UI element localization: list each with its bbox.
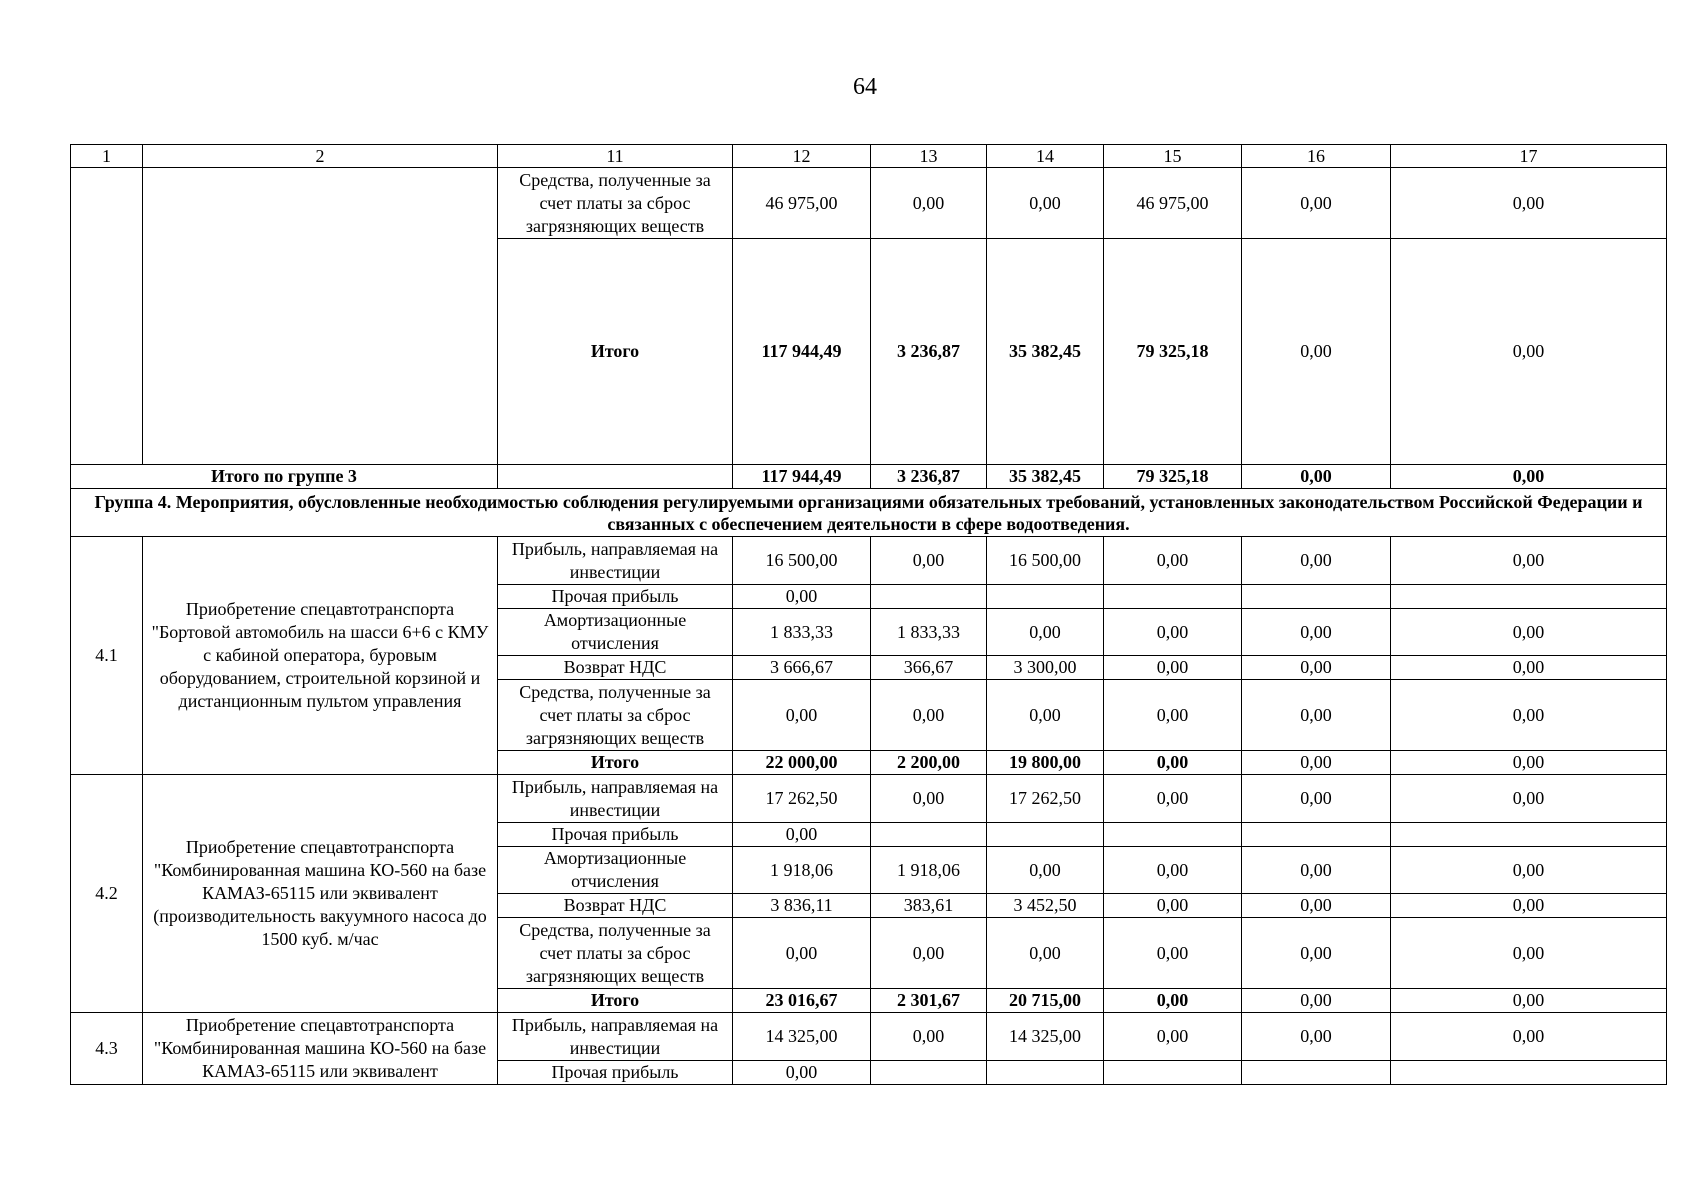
item-number-cell	[71, 168, 143, 465]
value-cell: 0,00	[1242, 609, 1391, 656]
column-number: 2	[143, 145, 498, 168]
value-cell: 0,00	[1242, 894, 1391, 918]
value-cell: 0,00	[1242, 465, 1391, 489]
value-cell	[1391, 823, 1667, 847]
value-cell: 0,00	[1104, 894, 1242, 918]
value-cell: 3 300,00	[987, 656, 1104, 680]
value-cell: 0,00	[1242, 918, 1391, 989]
value-cell: 0,00	[1104, 918, 1242, 989]
value-cell: 79 325,18	[1104, 465, 1242, 489]
value-cell: 0,00	[1391, 918, 1667, 989]
value-cell: 1 918,06	[871, 847, 987, 894]
item-number: 4.3	[71, 1013, 143, 1085]
value-cell: 0,00	[1104, 656, 1242, 680]
value-cell: 46 975,00	[1104, 168, 1242, 239]
funding-source: Амортизационные отчисления	[498, 847, 733, 894]
value-cell: 0,00	[987, 168, 1104, 239]
column-number: 15	[1104, 145, 1242, 168]
table-row	[71, 1013, 1667, 1061]
value-cell	[987, 585, 1104, 609]
value-cell: 0,00	[987, 847, 1104, 894]
value-cell: 0,00	[1391, 847, 1667, 894]
value-cell: 23 016,67	[733, 989, 871, 1013]
funding-source: Прочая прибыль	[498, 585, 733, 609]
value-cell: 0,00	[1242, 239, 1391, 465]
column-number: 16	[1242, 145, 1391, 168]
value-cell: 0,00	[1391, 656, 1667, 680]
funding-source: Средства, полученные за счет платы за сброс загрязняющих веществ	[498, 918, 733, 989]
funding-source: Прибыль, направляемая на инвестиции	[498, 537, 733, 585]
value-cell: 0,00	[1242, 751, 1391, 775]
value-cell	[987, 1061, 1104, 1085]
value-cell: 0,00	[1104, 847, 1242, 894]
value-cell	[1391, 585, 1667, 609]
value-cell: 0,00	[871, 537, 987, 585]
column-number: 1	[71, 145, 143, 168]
value-cell: 0,00	[871, 775, 987, 823]
column-number: 12	[733, 145, 871, 168]
funding-source: Прибыль, направляемая на инвестиции	[498, 1013, 733, 1061]
value-cell	[987, 823, 1104, 847]
value-cell: 17 262,50	[733, 775, 871, 823]
value-cell: 0,00	[1104, 775, 1242, 823]
value-cell: 3 666,67	[733, 656, 871, 680]
funding-source: Средства, полученные за счет платы за сброс загрязняющих веществ	[498, 168, 733, 239]
value-cell: 0,00	[1391, 894, 1667, 918]
value-cell: 46 975,00	[733, 168, 871, 239]
item-number: 4.1	[71, 537, 143, 775]
value-cell: 366,67	[871, 656, 987, 680]
value-cell: 1 918,06	[733, 847, 871, 894]
value-cell: 0,00	[1104, 537, 1242, 585]
value-cell: 0,00	[987, 680, 1104, 751]
group-total-row	[71, 465, 1667, 489]
value-cell: 0,00	[1242, 680, 1391, 751]
column-number: 13	[871, 145, 987, 168]
value-cell: 20 715,00	[987, 989, 1104, 1013]
value-cell: 0,00	[1391, 168, 1667, 239]
value-cell: 3 836,11	[733, 894, 871, 918]
investment-table	[70, 144, 1667, 1085]
value-cell	[1104, 1061, 1242, 1085]
value-cell: 0,00	[733, 823, 871, 847]
value-cell: 0,00	[1242, 537, 1391, 585]
value-cell: 2 200,00	[871, 751, 987, 775]
column-number: 17	[1391, 145, 1667, 168]
funding-source: Прочая прибыль	[498, 823, 733, 847]
value-cell: 0,00	[733, 1061, 871, 1085]
value-cell: 0,00	[871, 918, 987, 989]
value-cell: 0,00	[1391, 609, 1667, 656]
value-cell: 16 500,00	[987, 537, 1104, 585]
value-cell: 35 382,45	[987, 465, 1104, 489]
table-row	[71, 168, 1667, 239]
value-cell: 117 944,49	[733, 239, 871, 465]
table-row	[71, 775, 1667, 823]
value-cell: 0,00	[1104, 680, 1242, 751]
value-cell: 0,00	[1391, 680, 1667, 751]
value-cell: 1 833,33	[733, 609, 871, 656]
funding-source: Возврат НДС	[498, 656, 733, 680]
group-total-label: Итого по группе 3	[71, 465, 498, 489]
item-number: 4.2	[71, 775, 143, 1013]
value-cell: 0,00	[1242, 168, 1391, 239]
value-cell: 35 382,45	[987, 239, 1104, 465]
item-name: Приобретение спецавтотранспорта "Бортовой автомобиль на шасси 6+6 с КМУ с кабиной оператора, буровым оборудованием, строительной корзиной и дистанционным пультом управления	[143, 537, 498, 775]
value-cell: 0,00	[1391, 775, 1667, 823]
column-number: 11	[498, 145, 733, 168]
value-cell: 0,00	[1391, 751, 1667, 775]
item-name: Приобретение спецавтотранспорта "Комбинированная машина КО-560 на базе КАМАЗ-65115 или эквивалент (производительность вакуумного насоса до 1500 куб. м/час	[143, 775, 498, 1013]
value-cell	[871, 823, 987, 847]
value-cell: 0,00	[1242, 656, 1391, 680]
value-cell: 0,00	[733, 585, 871, 609]
funding-source: Возврат НДС	[498, 894, 733, 918]
empty-cell	[498, 465, 733, 489]
value-cell	[871, 1061, 987, 1085]
value-cell	[871, 585, 987, 609]
funding-source: Прочая прибыль	[498, 1061, 733, 1085]
value-cell	[1242, 585, 1391, 609]
value-cell: 0,00	[733, 918, 871, 989]
value-cell: 0,00	[871, 680, 987, 751]
value-cell: 0,00	[1242, 775, 1391, 823]
funding-source: Итого	[498, 751, 733, 775]
value-cell: 0,00	[1391, 989, 1667, 1013]
group-heading: Группа 4. Мероприятия, обусловленные необходимостью соблюдения регулируемыми организациями обязательных требований, установленных законодательством Российской Федерации и связанных с обеспечением деятельности в сфере водоотведения.	[71, 489, 1667, 537]
value-cell: 14 325,00	[733, 1013, 871, 1061]
item-name-cell	[143, 168, 498, 465]
value-cell	[1242, 823, 1391, 847]
value-cell: 383,61	[871, 894, 987, 918]
item-name: Приобретение спецавтотранспорта "Комбинированная машина КО-560 на базе КАМАЗ-65115 или эквивалент	[143, 1013, 498, 1085]
value-cell: 22 000,00	[733, 751, 871, 775]
value-cell: 0,00	[1242, 989, 1391, 1013]
value-cell: 79 325,18	[1104, 239, 1242, 465]
group-heading-row	[71, 489, 1667, 537]
value-cell: 17 262,50	[987, 775, 1104, 823]
value-cell: 0,00	[1104, 989, 1242, 1013]
value-cell: 0,00	[1104, 1013, 1242, 1061]
value-cell	[1391, 1061, 1667, 1085]
value-cell: 19 800,00	[987, 751, 1104, 775]
funding-source: Амортизационные отчисления	[498, 609, 733, 656]
funding-source: Средства, полученные за счет платы за сброс загрязняющих веществ	[498, 680, 733, 751]
funding-source: Итого	[498, 239, 733, 465]
page-number: 64	[853, 74, 877, 100]
value-cell	[1104, 585, 1242, 609]
value-cell	[1104, 823, 1242, 847]
column-number-row	[71, 145, 1667, 168]
value-cell: 0,00	[871, 168, 987, 239]
value-cell: 3 452,50	[987, 894, 1104, 918]
value-cell: 0,00	[871, 1013, 987, 1061]
value-cell: 2 301,67	[871, 989, 987, 1013]
value-cell: 0,00	[1391, 537, 1667, 585]
funding-source: Итого	[498, 989, 733, 1013]
value-cell: 117 944,49	[733, 465, 871, 489]
value-cell: 16 500,00	[733, 537, 871, 585]
funding-source: Прибыль, направляемая на инвестиции	[498, 775, 733, 823]
value-cell: 0,00	[1391, 465, 1667, 489]
value-cell	[1242, 1061, 1391, 1085]
value-cell: 0,00	[1104, 609, 1242, 656]
value-cell: 1 833,33	[871, 609, 987, 656]
value-cell: 0,00	[1391, 239, 1667, 465]
value-cell: 3 236,87	[871, 239, 987, 465]
value-cell: 0,00	[987, 609, 1104, 656]
value-cell: 0,00	[1242, 847, 1391, 894]
column-number: 14	[987, 145, 1104, 168]
value-cell: 0,00	[1104, 751, 1242, 775]
value-cell: 0,00	[1242, 1013, 1391, 1061]
value-cell: 0,00	[1391, 1013, 1667, 1061]
value-cell: 0,00	[987, 918, 1104, 989]
table-row	[71, 537, 1667, 585]
value-cell: 3 236,87	[871, 465, 987, 489]
value-cell: 14 325,00	[987, 1013, 1104, 1061]
value-cell: 0,00	[733, 680, 871, 751]
